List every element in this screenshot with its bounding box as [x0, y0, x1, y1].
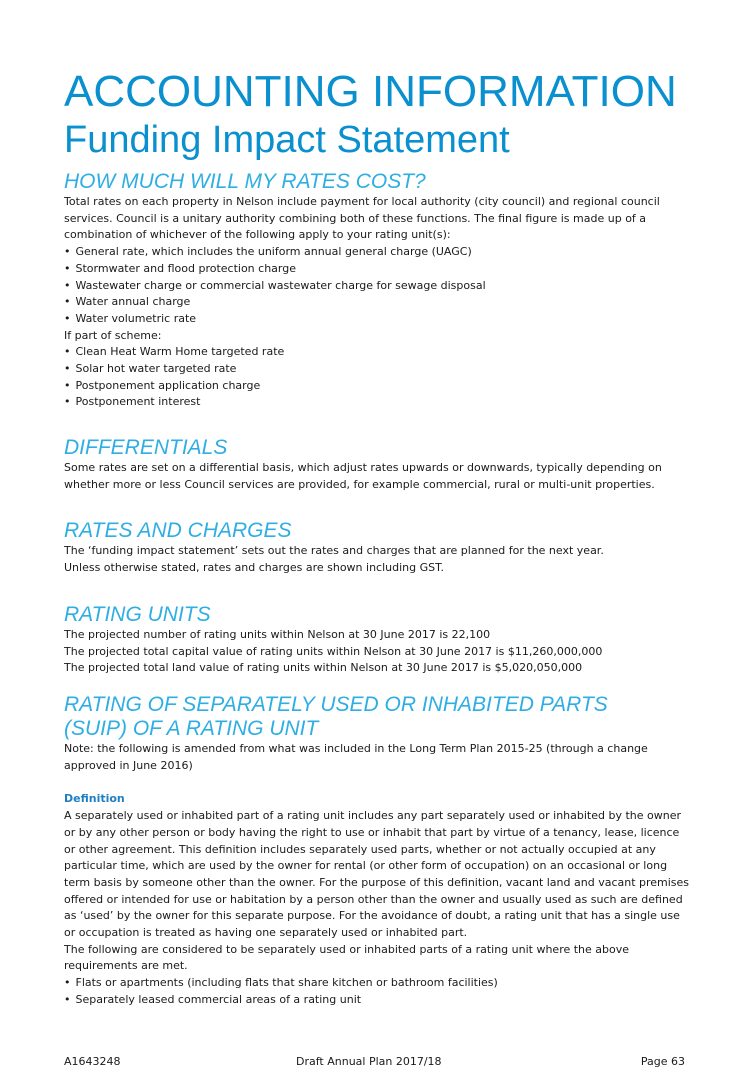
section-rates-charges [64, 519, 694, 576]
section-note: Note: the following is amended from what was included in the Long Term Plan 2015-25 (through a change approved in June 2016) [64, 742, 648, 772]
list-item: • Wastewater charge or commercial wastewater charge for sewage disposal [64, 278, 694, 295]
section-suip [64, 693, 694, 1009]
section-line: The projected total land value of rating units within Nelson at 30 June 2017 is $5,020,050,000 [64, 661, 583, 675]
section-line: The ‘funding impact statement’ sets out the rates and charges that are planned for the next year. [64, 544, 604, 557]
list-item: • Water volumetric rate [64, 311, 694, 328]
section-body: Some rates are set on a differential basis, which adjust rates upwards or downwards, typically depending on whether more or less Council services are provided, for example commercial, rural or multi-unit properties. [64, 461, 662, 491]
list-item: • General rate, which includes the uniform annual general charge (UAGC) [64, 244, 694, 261]
section-heading: RATING OF SEPARATELY USED OR INHABITED PARTS [64, 693, 608, 716]
section-intro: Total rates on each property in Nelson include payment for local authority (city council) and regional council services. Council is a unitary authority combining both of these functions. The final figure is made up of a combination of whichever of the following apply to your rating unit(s): [64, 195, 660, 242]
list-item: • Stormwater and flood protection charge [64, 261, 694, 278]
section-rates-cost [64, 170, 694, 411]
list-item: • Separately leased commercial areas of a rating unit [64, 992, 694, 1009]
page-title: ACCOUNTING INFORMATION [64, 67, 677, 116]
section-line: The projected total capital value of rating units within Nelson at 30 June 2017 is $11,260,000,000 [64, 644, 603, 658]
section-heading: RATING UNITS [64, 603, 211, 626]
list-item: • Postponement application charge [64, 378, 694, 395]
definition-label: Definition [64, 792, 125, 806]
suip-list [64, 975, 694, 1008]
footer-document-ref: A1643248 [64, 1055, 121, 1068]
section-line: Unless otherwise stated, rates and charges are shown including GST. [64, 560, 445, 574]
section-heading: HOW MUCH WILL MY RATES COST? [64, 170, 426, 193]
page-subtitle: Funding Impact Statement [64, 119, 510, 161]
list-item: • Clean Heat Warm Home targeted rate [64, 344, 694, 361]
section-heading-continued: (SUIP) OF A RATING UNIT [64, 717, 319, 740]
footer-page-number: Page 63 [640, 1055, 685, 1068]
section-heading: RATES AND CHARGES [64, 519, 292, 542]
list-item: • Postponement interest [64, 394, 694, 411]
scheme-list [64, 344, 694, 411]
list-item: • Solar hot water targeted rate [64, 361, 694, 378]
section-rating-units [64, 603, 694, 677]
following-text: The following are considered to be separately used or inhabited parts of a rating unit where the above requirements are met. [64, 942, 630, 973]
definition-body: A separately used or inhabited part of a rating unit includes any part separately used or inhabited by the owner or by any other person or body having the right to use or inhabit that part by virtue of a tenancy, lease, licence or other agreement. This definition includes separately used parts, whether or not actually occupied at any particular time, which are used by the owner for rental (or other form of occupation) on an occasional or long term basis by someone other than the owner. For the purpose of this definition, vacant land and vacant premises offered or intended for use or habitation by a person other than the owner and usually used as such are defined as ‘used’ by the owner for this separate purpose. For the avoidance of doubt, a rating unit that has a single use or occupation is treated as having one separately used or inhabited part. [64, 809, 690, 940]
section-line: The projected number of rating units within Nelson at 30 June 2017 is 22,100 [64, 628, 491, 641]
footer-document-title: Draft Annual Plan 2017/18 [296, 1055, 442, 1068]
scheme-label: If part of scheme: [64, 328, 162, 342]
list-item: • Water annual charge [64, 294, 694, 311]
rates-components-list [64, 244, 694, 328]
section-heading: DIFFERENTIALS [64, 436, 228, 459]
list-item: • Flats or apartments (including flats that share kitchen or bathroom facilities) [64, 975, 694, 992]
section-differentials [64, 436, 694, 493]
